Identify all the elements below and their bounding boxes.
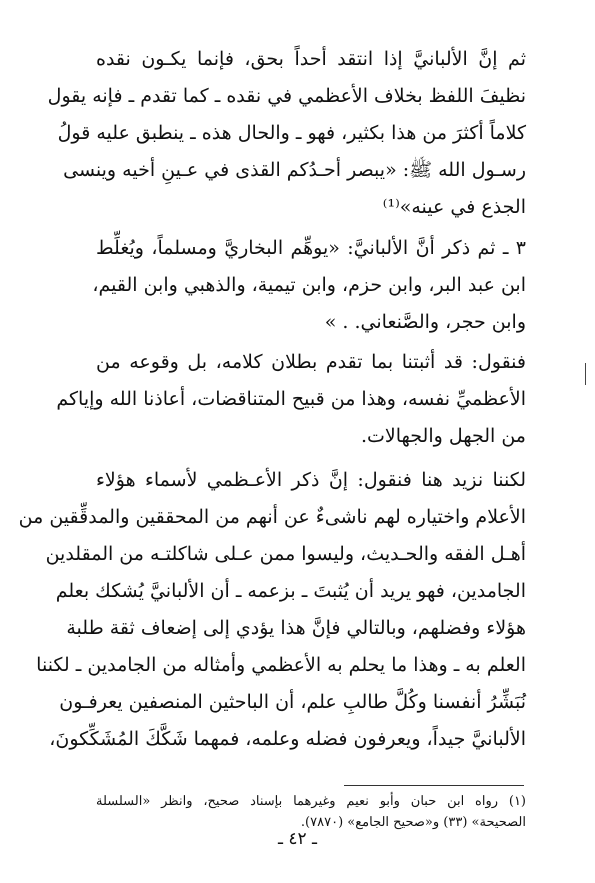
text-line: وابن حجر، والصَّنعاني. . » [324,311,526,333]
text-line: أهـل الفقه والحـديث، وليسوا ممن عـلى شاكلتـه من المقلدين [45,543,526,565]
footnote [96,791,526,833]
text-line: الألبانيَّ جيداً، ويعرفون فضله وعلمه، فمهما شَكَّكَ المُشَكِّكونَ، [49,728,526,750]
page-number: ـ ٤٢ ـ [277,829,318,849]
margin-mark [585,363,586,385]
text-line: رسـول الله ﷺ: «يبصر أحـدُكم القذى في عـينِ أخيه وينسى [63,159,526,181]
text-line: الجذع في عينه»⁽¹⁾ [382,196,526,218]
text-line: نظيفَ اللفظ بخلاف الأعظمي في نقده ـ كما تقدم ـ فإنه يقول [47,85,526,107]
text-line: من الجهل والجهالات. [360,425,526,447]
footnote-line: الصحيحة» (٣٣) و«صحيح الجامع» (٧٨٧٠). [300,815,526,830]
paragraph-1 [47,41,526,226]
text-line: ابن عبد البر، وابن حزم، وابن تيمية، والذهبي وابن القيم، [92,274,526,296]
paragraph-2 [92,230,526,341]
paragraph-4 [18,462,526,758]
text-line: ٣ ـ ثم ذكر أنَّ الألبانيَّ: «يوهِّم البخاريَّ ومسلماً، ويُغلِّط [96,237,526,259]
text-line: نُبَشِّرُ أنفسنا وكُلَّ طالبِ علم، أن الباحثين المنصفين يعرفـون [59,691,526,713]
footnote-line: (١) رواه ابن حبان وأبو نعيم وغيرهما بإسناد صحيح، وانظر «السلسلة [96,794,526,809]
text-line: الأعلام واختياره لهم ناشىءٌ عن أنهم من المحققين والمدقِّقين من [18,506,526,528]
footnote-divider [344,785,524,786]
text-line: لكننا نزيد هنا فنقول: إنَّ ذكر الأعـظمي لأسماء هؤلاء [96,469,526,491]
text-line: ثم إنَّ الألبانيَّ إذا انتقد أحداً بحق، فإنما يكـون نقده [96,48,526,70]
text-line: هؤلاء وفضلهم، وبالتالي فإنَّ هذا يؤدي إلى إضعاف ثقة طلبة [66,617,526,639]
text-line: الجامدين، فهو يريد أن يُثبتَ ـ بزعمه ـ أن الألبانيَّ يُشكك بعلم [55,580,526,602]
text-line: الأعظميِّ نفسه، وهذا من قبيح المتناقضات، أعاذنا الله وإياكم [56,388,526,410]
text-line: كلاماً أكثرَ من هذا بكثير، فهو ـ والحال هذه ـ ينطبق عليه قولُ [57,122,526,144]
text-line: العلم به ـ وهذا ما يحلم به الأعظمي وأمثاله من الجامدين ـ لكننا [36,654,526,676]
paragraph-3 [56,344,526,455]
text-line: فنقول: قد أثبتنا بما تقدم بطلان كلامه، بل وقوعه من [96,351,526,373]
